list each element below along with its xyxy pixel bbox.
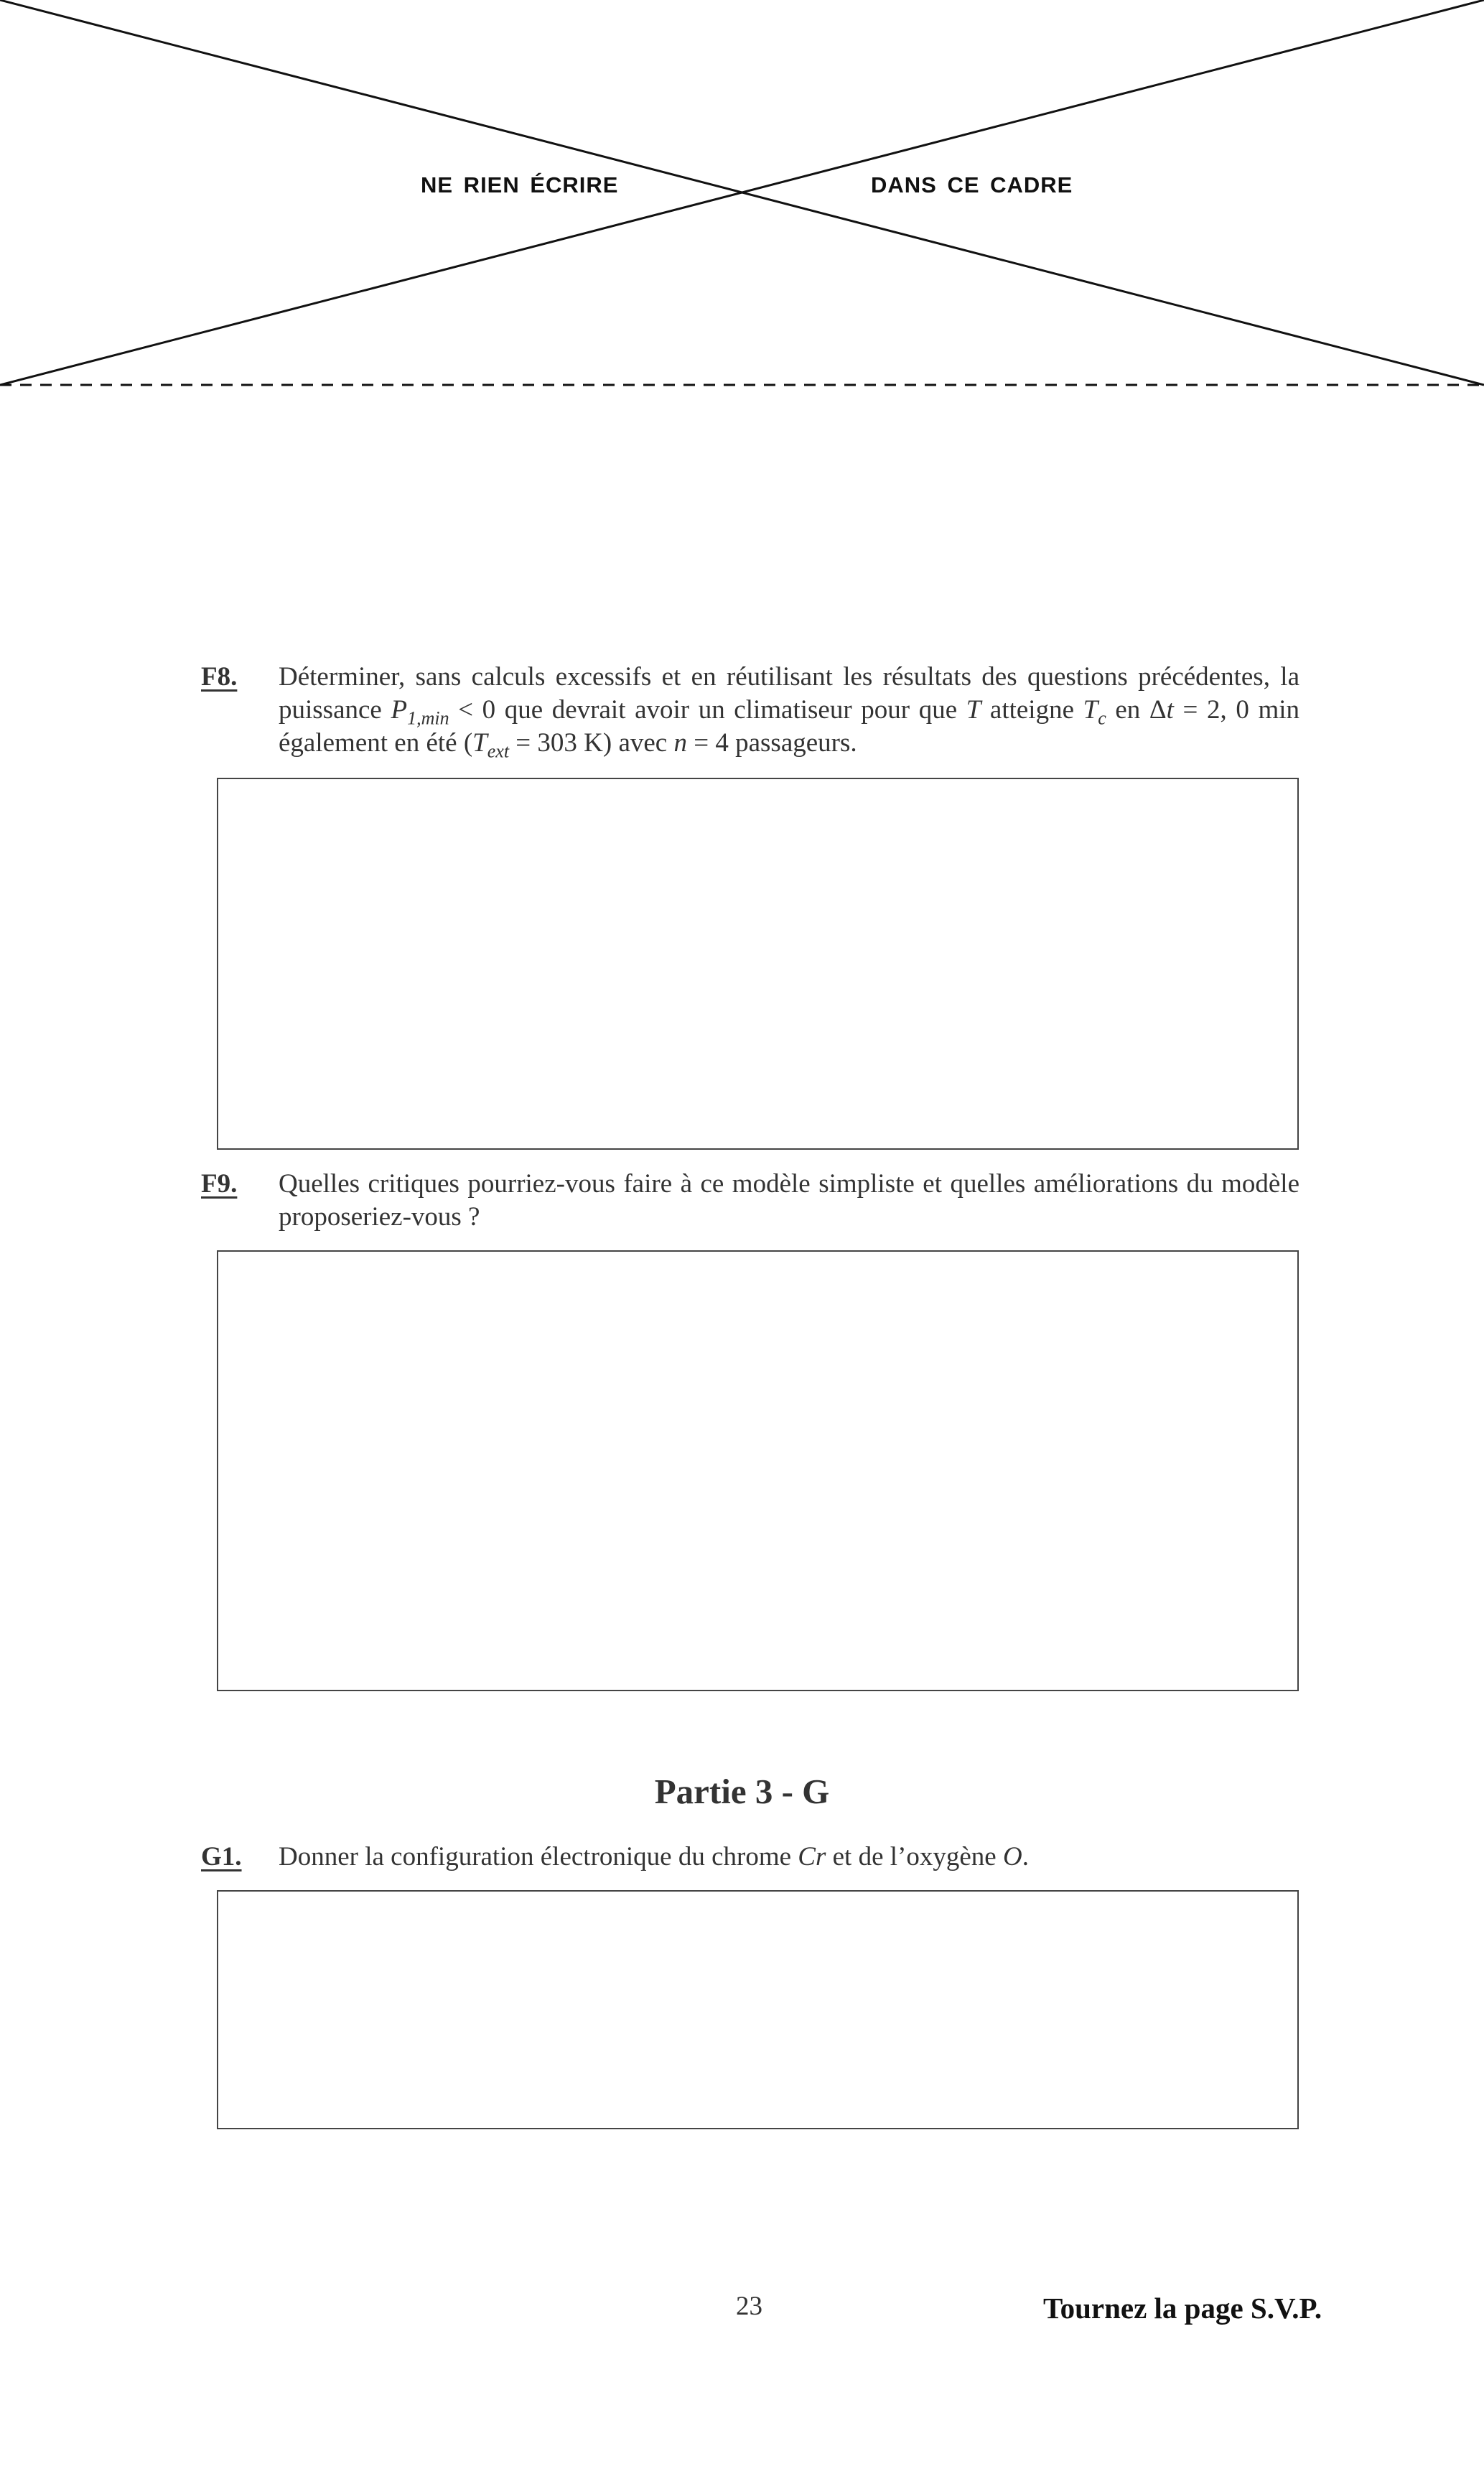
question-number: F9. [201, 1169, 238, 1199]
no-writing-zone-cross [0, 0, 1484, 402]
question-text: Donner la configuration électronique du chrome Cr et de l’oxygène O. [279, 1842, 1029, 1871]
answer-box-g1[interactable] [217, 1890, 1299, 2129]
question-number: F8. [201, 662, 238, 692]
question-number: G1. [201, 1842, 242, 1871]
answer-box-f9[interactable] [217, 1250, 1299, 1691]
turn-page-note: Tournez la page S.V.P. [1043, 2292, 1322, 2325]
answer-box-f8[interactable] [217, 778, 1299, 1150]
no-writing-label-left: NE RIEN ÉCRIRE [421, 172, 619, 197]
no-writing-label-right: DANS CE CADRE [871, 172, 1073, 197]
question-text: Quelles critiques pourriez-vous faire à ce modèle simpliste et quelles améliorations du modèle proposeriez-vous ? [279, 1169, 1299, 1232]
page-number: 23 [736, 2292, 762, 2321]
part-heading: Partie 3 - G [654, 1772, 830, 1811]
question-text: Déterminer, sans calculs excessifs et en réutilisant les résultats des questions précédentes, la puissance $P_{1,min} < 0$ que devrait avoir un climatiseur pour que T atteigne $T_c$ en Δt = 2, 0 min également en été ($T_{ext} = 303$ K) avec n = 4 passageurs. [279, 662, 1300, 762]
